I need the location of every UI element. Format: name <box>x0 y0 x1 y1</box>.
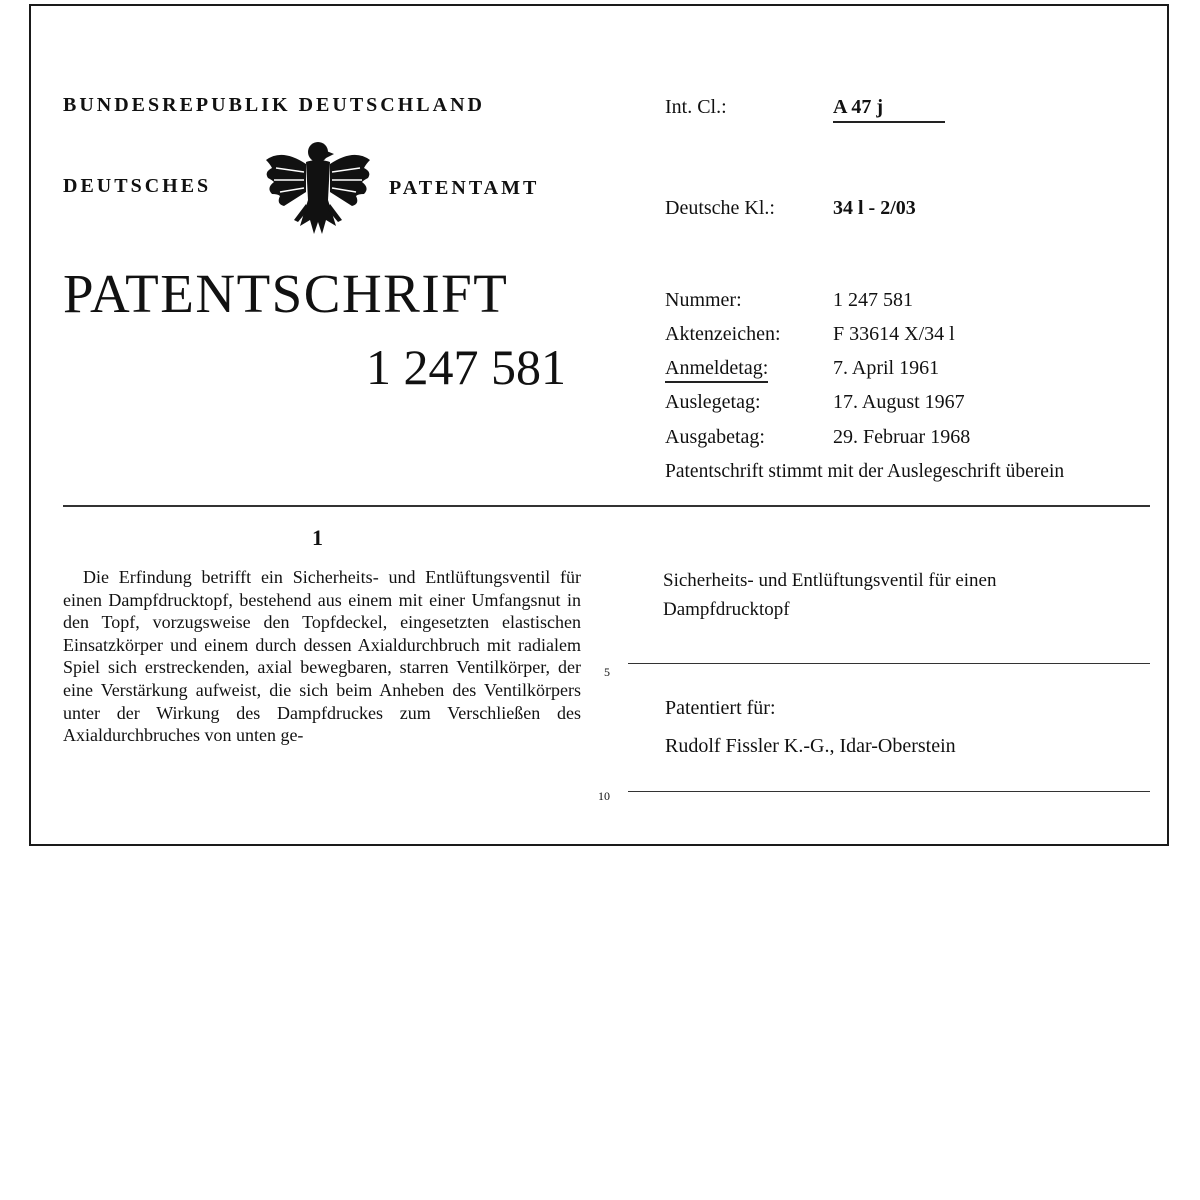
int-cl-value: A 47 j <box>833 96 945 123</box>
int-cl-label: Int. Cl.: <box>665 96 727 118</box>
federal-eagle-icon <box>262 134 374 240</box>
nummer-value: 1 247 581 <box>833 289 913 311</box>
description-paragraph: Die Erfindung betrifft ein Sicherheits- und Entlüftungsventil für einen Dampfdrucktopf, bestehend aus einem mit einer Umfangsnut in den Topf, vorzugsweise den Topfdeckel, eingesetzten elastischen Einsatzkörper und einem durch dessen Axialdurchbruch mit radialem Spiel sich erstreckenden, axial bewegbaren, starren Ventilkörper, der eine Verstärkung aufweist, die sich beim Anheben des Ventilkörpers unter der Wirkung des Dampfdruckes zum Verschließen des Axialdurchbruches von unten ge- <box>63 567 581 746</box>
description-text <box>63 566 581 798</box>
office-name-left: DEUTSCHES <box>63 175 212 197</box>
nummer-label: Nummer: <box>665 289 742 311</box>
patent-number-large: 1 247 581 <box>366 339 566 395</box>
aktenzeichen-value: F 33614 X/34 l <box>833 323 955 345</box>
anmeldetag-label: Anmeldetag: <box>665 357 768 383</box>
aktenzeichen-label: Aktenzeichen: <box>665 323 781 345</box>
column-number: 1 <box>312 525 323 550</box>
patentee-label: Patentiert für: <box>665 697 776 719</box>
line-marker-5: 5 <box>604 665 610 679</box>
office-name-right: PATENTAMT <box>389 177 540 199</box>
patentee-divider <box>628 791 1150 792</box>
deutsche-kl-label: Deutsche Kl.: <box>665 197 775 219</box>
document-type-title: PATENTSCHRIFT <box>63 263 509 324</box>
title-divider <box>628 663 1150 664</box>
ausgabetag-value: 29. Februar 1968 <box>833 426 971 448</box>
anmeldetag-value: 7. April 1961 <box>833 357 940 379</box>
country-name: BUNDESREPUBLIK DEUTSCHLAND <box>63 94 485 116</box>
patentee-name: Rudolf Fissler K.-G., Idar-Oberstein <box>665 735 956 757</box>
header-divider <box>63 505 1150 507</box>
line-marker-10: 10 <box>598 789 610 803</box>
concordance-note: Patentschrift stimmt mit der Auslegeschrift überein <box>665 461 1065 482</box>
auslegetag-label: Auslegetag: <box>665 391 761 413</box>
deutsche-kl-value: 34 l - 2/03 <box>833 197 916 219</box>
invention-title: Sicherheits- und Entlüftungsventil für einen Dampfdrucktopf <box>663 570 997 620</box>
auslegetag-value: 17. August 1967 <box>833 391 965 413</box>
ausgabetag-label: Ausgabetag: <box>665 426 765 448</box>
